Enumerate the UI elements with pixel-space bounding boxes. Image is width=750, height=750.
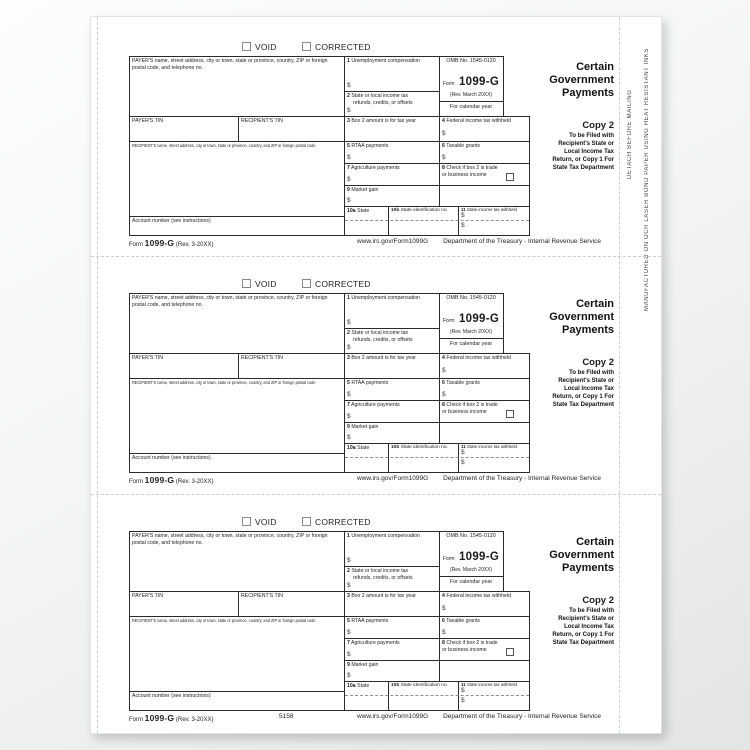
copy-number-label: Copy 2 <box>582 120 614 131</box>
box4-dollar-sign: $ <box>442 367 446 374</box>
box9-label: 9 Market gain <box>347 662 379 668</box>
form-grid-line <box>129 591 530 592</box>
form-title: Certain Government Payments <box>549 61 614 99</box>
box6-label: 6 Taxable grants <box>442 143 480 149</box>
form-grid-line <box>439 576 504 577</box>
box8-checkbox[interactable] <box>506 648 514 656</box>
void-checkbox[interactable] <box>242 42 251 51</box>
box4-label: 4 Federal income tax withheld <box>442 593 511 599</box>
footer-form-number: Form 1099-G (Rev. 3-20XX) <box>129 475 214 485</box>
box8-label: 8 Check if box 2 is trade or business income <box>442 165 498 178</box>
copy-number-label: Copy 2 <box>582 595 614 606</box>
box2-dollar-sign: $ <box>347 107 351 114</box>
box5-label: 5 RTAA payments <box>347 143 389 149</box>
box7-dollar-sign: $ <box>347 413 351 420</box>
form-grid-line <box>439 338 504 339</box>
box7-label: 7 Agriculture payments <box>347 402 400 408</box>
box1-dollar-sign: $ <box>347 319 351 326</box>
treasury-department-label: Department of the Treasury - Internal Revenue Service <box>443 238 601 245</box>
box11-label: 11 State income tax withheld <box>461 444 517 449</box>
form-number-header: Form 1099-G <box>442 551 500 563</box>
box3-label: 3 Box 2 amount is for tax year <box>347 593 416 599</box>
manufactured-note: MANUFACTURED ON OCR LASER BOND PAPER USING HEAT RESISTANT INKS <box>644 47 650 311</box>
corrected-checkbox[interactable] <box>302 279 311 288</box>
box11-dollar-sign-1: $ <box>461 212 465 219</box>
form-grid-line <box>439 293 440 443</box>
box8-label: 8 Check if box 2 is trade or business income <box>442 402 498 415</box>
corrected-label: CORRECTED <box>315 42 371 52</box>
calendar-year-label: For calendar year <box>449 579 493 585</box>
payer-info-label: PAYER'S name, street address, city or town, state or province, country, ZIP or foreign postal code, and telephone no. <box>132 533 328 546</box>
box6-label: 6 Taxable grants <box>442 380 480 386</box>
corrected-checkbox[interactable] <box>302 517 311 526</box>
box10a-label: 10a State <box>347 208 370 214</box>
entry-dashed-line <box>345 220 529 221</box>
box9-dollar-sign: $ <box>347 672 351 679</box>
box2-dollar-sign: $ <box>347 582 351 589</box>
box4-dollar-sign: $ <box>442 130 446 137</box>
form-grid-line <box>344 660 530 661</box>
perforation-line-right <box>619 17 620 733</box>
form-grid-line <box>129 616 530 617</box>
account-number-label: Account number (see instructions) <box>132 693 211 699</box>
box1-label: 1 Unemployment compensation <box>347 295 420 301</box>
perforation-line-2 <box>91 494 661 495</box>
corrected-checkbox[interactable] <box>302 42 311 51</box>
perforation-line-1 <box>91 256 661 257</box>
box3-label: 3 Box 2 amount is for tax year <box>347 355 416 361</box>
calendar-year-label: For calendar year <box>449 341 493 347</box>
revision-label: (Rev. March 20XX) <box>449 92 493 98</box>
form-grid-line <box>129 116 530 117</box>
box11-dollar-sign-1: $ <box>461 449 465 456</box>
form-grid-line <box>129 293 504 294</box>
box11-label: 11 State income tax withheld <box>461 207 517 212</box>
form-grid-line <box>238 353 239 378</box>
form-grid-line <box>503 56 504 116</box>
treasury-department-label: Department of the Treasury - Internal Revenue Service <box>443 713 601 720</box>
omb-number: OMB No. 1545-0120 <box>446 295 496 301</box>
form-grid-line <box>503 293 504 353</box>
form-grid-line <box>503 531 504 591</box>
recipient-tin-label: RECIPIENT'S TIN <box>241 593 283 599</box>
box9-dollar-sign: $ <box>347 197 351 204</box>
box11-label: 11 State income tax withheld <box>461 682 517 687</box>
payer-info-label: PAYER'S name, street address, city or town, state or province, country, ZIP or foreign postal code, and telephone no. <box>132 58 328 71</box>
form-grid-line <box>129 216 345 217</box>
form-grid-line <box>238 116 239 141</box>
box7-label: 7 Agriculture payments <box>347 640 400 646</box>
form-grid-line <box>344 531 345 711</box>
irs-url: www.irs.gov/Form1099G <box>357 713 429 720</box>
form-grid-line <box>529 591 530 710</box>
box10b-label: 10b State identification no. <box>391 445 448 450</box>
box5-dollar-sign: $ <box>347 629 351 636</box>
form-grid-line <box>129 691 345 692</box>
box8-checkbox[interactable] <box>506 173 514 181</box>
form-grid-line <box>129 531 130 711</box>
payer-info-label: PAYER'S name, street address, city or town, state or province, country, ZIP or foreign postal code, and telephone no. <box>132 295 328 308</box>
entry-dashed-line <box>345 695 529 696</box>
form-grid-line <box>344 328 439 329</box>
box5-label: 5 RTAA payments <box>347 618 389 624</box>
omb-number: OMB No. 1545-0120 <box>446 533 496 539</box>
treasury-department-label: Department of the Treasury - Internal Revenue Service <box>443 475 601 482</box>
form-1099g-copy <box>129 278 616 486</box>
footer-form-number: Form 1099-G (Rev. 3-20XX) <box>129 713 214 723</box>
form-grid-line <box>129 531 504 532</box>
box6-dollar-sign: $ <box>442 154 446 161</box>
box11-dollar-sign-2: $ <box>461 459 465 466</box>
form-grid-line <box>529 116 530 235</box>
box3-label: 3 Box 2 amount is for tax year <box>347 118 416 124</box>
box10b-label: 10b State identification no. <box>391 208 448 213</box>
box6-label: 6 Taxable grants <box>442 618 480 624</box>
box6-dollar-sign: $ <box>442 391 446 398</box>
form-grid-line <box>129 56 130 236</box>
box9-dollar-sign: $ <box>347 434 351 441</box>
box11-dollar-sign-1: $ <box>461 687 465 694</box>
account-number-label: Account number (see instructions) <box>132 455 211 461</box>
box11-dollar-sign-2: $ <box>461 697 465 704</box>
detach-before-mailing-note: DETACH BEFORE MAILING <box>627 89 633 179</box>
box5-label: 5 RTAA payments <box>347 380 389 386</box>
account-number-label: Account number (see instructions) <box>132 218 211 224</box>
entry-dashed-line <box>345 457 529 458</box>
box7-label: 7 Agriculture payments <box>347 165 400 171</box>
form-grid-line <box>529 353 530 472</box>
payer-tin-label: PAYER'S TIN <box>132 118 163 124</box>
form-grid-line <box>344 163 530 164</box>
void-label: VOID <box>255 42 277 52</box>
revision-label: (Rev. March 20XX) <box>449 567 493 573</box>
form-title: Certain Government Payments <box>549 298 614 336</box>
box2-label: 2 State or local income tax refunds, credits, or offsets <box>347 330 413 343</box>
form-grid-line <box>344 638 530 639</box>
box2-label: 2 State or local income tax refunds, credits, or offsets <box>347 93 413 106</box>
form-grid-line <box>129 56 504 57</box>
box4-label: 4 Federal income tax withheld <box>442 355 511 361</box>
form-grid-line <box>129 710 530 711</box>
payer-tin-label: PAYER'S TIN <box>132 355 163 361</box>
copy-description: To be Filed with Recipient's State or Local Income Tax Return, or Copy 1 For State Tax Department <box>552 370 614 408</box>
form-grid-line <box>129 293 130 473</box>
void-label: VOID <box>255 279 277 289</box>
perforation-line-left <box>97 17 98 733</box>
irs-url: www.irs.gov/Form1099G <box>357 475 429 482</box>
corrected-label: CORRECTED <box>315 279 371 289</box>
void-label: VOID <box>255 517 277 527</box>
payer-tin-label: PAYER'S TIN <box>132 593 163 599</box>
form-grid-line <box>344 185 530 186</box>
box9-label: 9 Market gain <box>347 424 379 430</box>
form-1099g-copy <box>129 41 616 249</box>
box6-dollar-sign: $ <box>442 629 446 636</box>
copy-description: To be Filed with Recipient's State or Local Income Tax Return, or Copy 1 For State Tax Department <box>552 608 614 646</box>
recipient-tin-label: RECIPIENT'S TIN <box>241 355 283 361</box>
form-number-header: Form 1099-G <box>442 76 500 88</box>
box5-dollar-sign: $ <box>347 154 351 161</box>
form-grid-line <box>129 235 530 236</box>
irs-url: www.irs.gov/Form1099G <box>357 238 429 245</box>
copy-description: To be Filed with Recipient's State or Local Income Tax Return, or Copy 1 For State Tax Department <box>552 133 614 171</box>
calendar-year-label: For calendar year <box>449 104 493 110</box>
footer-form-number: Form 1099-G (Rev. 3-20XX) <box>129 238 214 248</box>
form-grid-line <box>439 56 440 206</box>
box1-label: 1 Unemployment compensation <box>347 533 420 539</box>
form-grid-line <box>439 531 440 681</box>
box2-dollar-sign: $ <box>347 344 351 351</box>
form-grid-line <box>344 566 439 567</box>
recipient-info-label: RECIPIENT'S name, street address, city or town, state or province, country, and ZIP or foreign postal code <box>132 380 316 385</box>
box10b-label: 10b State identification no. <box>391 683 448 688</box>
box4-dollar-sign: $ <box>442 605 446 612</box>
product-code: 5158 <box>279 713 294 720</box>
form-grid-line <box>344 293 345 473</box>
form-grid-line <box>129 472 530 473</box>
form-grid-line <box>238 591 239 616</box>
box1-label: 1 Unemployment compensation <box>347 58 420 64</box>
box7-dollar-sign: $ <box>347 176 351 183</box>
box10a-label: 10a State <box>347 683 370 689</box>
box2-label: 2 State or local income tax refunds, credits, or offsets <box>347 568 413 581</box>
box7-dollar-sign: $ <box>347 651 351 658</box>
box8-label: 8 Check if box 2 is trade or business income <box>442 640 498 653</box>
box1-dollar-sign: $ <box>347 557 351 564</box>
form-1099g-copy <box>129 516 616 724</box>
form-grid-line <box>439 101 504 102</box>
form-grid-line <box>344 91 439 92</box>
recipient-tin-label: RECIPIENT'S TIN <box>241 118 283 124</box>
box4-label: 4 Federal income tax withheld <box>442 118 511 124</box>
box8-checkbox[interactable] <box>506 410 514 418</box>
box5-dollar-sign: $ <box>347 391 351 398</box>
void-checkbox[interactable] <box>242 517 251 526</box>
box9-label: 9 Market gain <box>347 187 379 193</box>
revision-label: (Rev. March 20XX) <box>449 329 493 335</box>
corrected-label: CORRECTED <box>315 517 371 527</box>
box11-dollar-sign-2: $ <box>461 222 465 229</box>
recipient-info-label: RECIPIENT'S name, street address, city or town, state or province, country, and ZIP or foreign postal code <box>132 143 316 148</box>
form-grid-line <box>129 353 530 354</box>
form-number-header: Form 1099-G <box>442 313 500 325</box>
form-grid-line <box>129 141 530 142</box>
omb-number: OMB No. 1545-0120 <box>446 58 496 64</box>
form-grid-line <box>344 422 530 423</box>
form-grid-line <box>344 56 345 236</box>
form-grid-line <box>129 453 345 454</box>
form-sheet <box>90 16 662 734</box>
copy-number-label: Copy 2 <box>582 357 614 368</box>
box1-dollar-sign: $ <box>347 82 351 89</box>
form-title: Certain Government Payments <box>549 536 614 574</box>
box10a-label: 10a State <box>347 445 370 451</box>
void-checkbox[interactable] <box>242 279 251 288</box>
form-grid-line <box>129 378 530 379</box>
recipient-info-label: RECIPIENT'S name, street address, city or town, state or province, country, and ZIP or foreign postal code <box>132 618 316 623</box>
form-grid-line <box>344 400 530 401</box>
